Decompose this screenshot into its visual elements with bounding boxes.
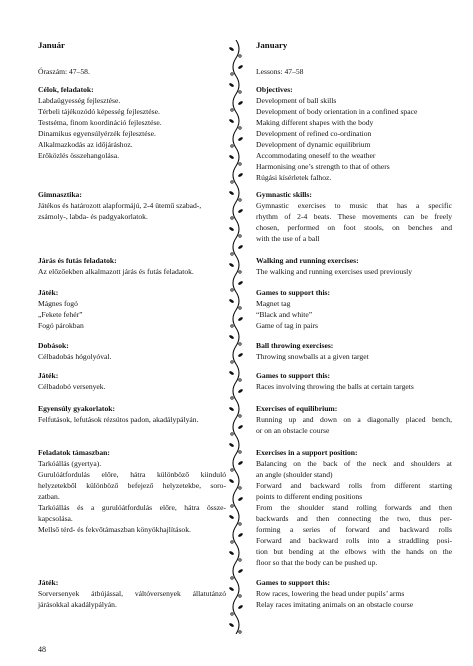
game-item: „Fekete fehér” (38, 310, 83, 319)
objective-item: Accommodating oneself to the weather (256, 151, 376, 160)
balance-heading: Exercises of equilibrium: (256, 404, 338, 413)
support-text: helyzetekből különböző befejező helyzetekbe, soro- (38, 481, 226, 490)
balance-text: or on an obstacle course (256, 426, 330, 435)
support-text: kapcsolása. (38, 514, 73, 523)
support-heading: Exercises in a support position: (256, 448, 358, 457)
support-text: floor so that the body can be pushed up. (256, 558, 378, 567)
gymnastics-heading: Gymnastic skills: (256, 190, 312, 199)
objective-item: Erőközlés összehangolása. (38, 151, 119, 160)
gymnastics-text: with the use of a ball (256, 234, 320, 243)
objective-item: Térbeli tájékozódó képesség fejlesztése. (38, 107, 160, 116)
objective-item: Development of dynamic equilibrium (256, 140, 371, 149)
support-text: Tarkóállás és a gurulóátfordulás előre, hátra össze- (38, 503, 226, 512)
support-text: an angle (shoulder stand) (256, 470, 333, 479)
support-text: points to different ending positions (256, 492, 363, 501)
support-text: From the shoulder stand rolling forwards and then (256, 503, 452, 512)
objectives-heading: Objectives: (256, 85, 293, 94)
games-text: Relay races imitating animals on an obstacle course (256, 600, 414, 609)
support-text: Forward and backward rolls into a straddling posi- (256, 536, 452, 545)
walking-heading: Járás és futás feladatok: (38, 256, 117, 265)
balance-text: Felfutások, lefutások rézsútos padon, akadálypályán. (38, 415, 199, 424)
support-text: zatban. (38, 492, 60, 501)
objective-item: Development of ball skills (256, 96, 337, 105)
game-item: Game of tag in pairs (256, 321, 318, 330)
objective-item: Development of body orientation in a confined space (256, 107, 418, 116)
support-text: Forward and backward rolls from different starting (256, 481, 452, 490)
support-text: tion but bending at the elbows with the hands on the (256, 547, 452, 556)
game-item: Fogó párokban (38, 321, 84, 330)
objective-item: Dinamikus egyensúlyérzék fejlesztése. (38, 129, 156, 138)
support-text: backwards and then connecting the two, thus per- (256, 514, 452, 523)
vine-ornament-divider (228, 40, 244, 634)
games-text: Races involving throwing the balls at certain targets (256, 382, 414, 391)
support-text: forming a series of forward and backward rolls (256, 525, 452, 534)
lesson-count: Óraszám: 47–58. (38, 67, 90, 76)
gymnastics-text: Játékos és határozott alapformájú, 2-4 ütemű szabad-, (38, 201, 202, 210)
gymnastics-text: rhythm of 2-4 beats. These movements can be freely (256, 212, 452, 221)
gymnastics-text: zsámoly-, labda- és padgyakorlatok. (38, 212, 148, 221)
walking-heading: Walking and running exercises: (256, 256, 359, 265)
throwing-heading: Dobások: (38, 341, 69, 350)
games-heading: Játék: (38, 288, 59, 297)
balance-heading: Egyensúly gyakorlatok: (38, 404, 116, 413)
game-item: “Black and white” (256, 310, 313, 319)
gymnastics-text: chosen, performed on foot stools, on benches and (256, 223, 452, 232)
games-heading: Játék: (38, 371, 59, 380)
support-heading: Feladatok támaszban: (38, 448, 110, 457)
objective-item: Development of refined co-ordination (256, 129, 372, 138)
support-text: Tarkóállás (gyertya). (38, 459, 102, 468)
objective-item: Alkalmazkodás az időjáráshoz. (38, 140, 133, 149)
gymnastics-heading: Gimnasztika: (38, 190, 82, 199)
game-item: Mágnes fogó (38, 299, 78, 308)
throwing-text: Throwing snowballs at a given target (256, 352, 369, 361)
walking-text: The walking and running exercises used previously (256, 267, 413, 276)
walking-text: Az előzőekben alkalmazott járás és futás feladatok. (38, 267, 194, 276)
objective-item: Making different shapes with the body (256, 118, 374, 127)
games-heading: Games to support this: (256, 578, 331, 587)
balance-text: Running up and down on a diagonally placed bench, (256, 415, 452, 424)
gymnastics-text: Gymnastic exercises to music that has a specific (256, 201, 452, 210)
objective-item: Testséma, finom koordináció fejlesztése. (38, 118, 162, 127)
games-heading: Games to support this: (256, 371, 331, 380)
objective-item: Rúgási kísérletek falhoz. (256, 173, 332, 182)
support-text: Mellső térd- és fekvőtámaszban könyökhajlítások. (38, 525, 191, 534)
lesson-count: Lessons: 47–58 (256, 67, 304, 76)
throwing-text: Célbadobás hógolyóval. (38, 352, 112, 361)
objectives-heading: Célok, feladatok: (38, 85, 94, 94)
games-text: Row races, lowering the head under pupils’ arms (256, 589, 405, 598)
games-text: Sorversenyek átbújással, váltóversenyek állatutánzó (38, 589, 226, 598)
month-title: Január (38, 40, 65, 50)
games-heading: Játék: (38, 578, 59, 587)
throwing-heading: Ball throwing exercises: (256, 341, 334, 350)
games-text: járásokkal akadálypályán. (38, 600, 117, 609)
month-title: January (256, 40, 288, 50)
objective-item: Harmonising one’s strength to that of others (256, 162, 390, 171)
page-number: 48 (38, 645, 46, 654)
games-heading: Games to support this: (256, 288, 331, 297)
games-text: Célbadobó versenyek. (38, 382, 106, 391)
support-text: Balancing on the back of the neck and shoulders at (256, 459, 452, 468)
game-item: Magnet tag (256, 299, 291, 308)
support-text: Gurulóátfordulás előre, hátra különböző kiinduló (38, 470, 226, 479)
objective-item: Labdaügyesség fejlesztése. (38, 96, 121, 105)
